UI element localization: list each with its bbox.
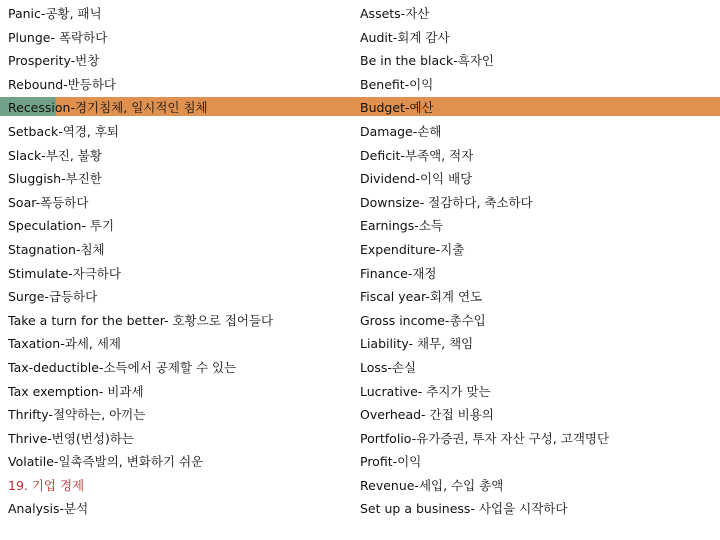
right-term-row: Portfolio-유가증권, 투자 자산 구성, 고객명단: [360, 430, 610, 446]
left-term-row: Thrive-번영(번성)하는: [8, 430, 134, 446]
right-term-row: Expenditure-지출: [360, 241, 465, 257]
left-term-row: Setback-역경, 후퇴: [8, 123, 119, 139]
right-term-row: Deficit-부족액, 적자: [360, 147, 474, 163]
right-term-row: Audit-회계 감사: [360, 29, 450, 45]
left-term-row: Plunge- 폭락하다: [8, 29, 108, 45]
left-term-row: Taxation-과세, 세제: [8, 336, 121, 352]
right-term-row: Downsize- 절감하다, 축소하다: [360, 194, 533, 210]
right-term-row: Budget-예산: [360, 100, 434, 116]
right-term-row: Be in the black-흑자인: [360, 53, 495, 69]
right-term-column: [360, 2, 718, 521]
left-term-row: Prosperity-번창: [8, 53, 100, 69]
left-term-row: Volatile-일촉즉발의, 변화하기 쉬운: [8, 454, 204, 470]
left-term-row: Tax-deductible-소득에서 공제할 수 있는: [8, 359, 237, 375]
right-term-row: Damage-손해: [360, 123, 442, 139]
right-term-row: Fiscal year-회계 연도: [360, 289, 483, 305]
right-term-row: Liability- 채무, 책임: [360, 336, 474, 352]
left-term-row: Panic-공황, 패닉: [8, 6, 102, 21]
left-term-row: Take a turn for the better- 호황으로 접어들다: [8, 312, 274, 328]
right-term-row: Finance-재정: [360, 265, 437, 281]
left-term-column: [8, 2, 353, 521]
right-term-row: Profit-이익: [360, 454, 422, 470]
right-term-row: Dividend-이익 배당: [360, 171, 473, 187]
right-term-row: Assets-자산: [360, 6, 430, 21]
left-term-row: Speculation- 투기: [8, 218, 115, 234]
left-term-row: Stagnation-침체: [8, 241, 105, 257]
left-term-row: Rebound-반등하다: [8, 76, 116, 92]
left-term-row: Slack-부진, 불황: [8, 147, 102, 163]
left-term-row: Analysis-분석: [8, 501, 89, 517]
left-term-row: Thrifty-절약하는, 아끼는: [8, 407, 146, 423]
right-term-row: Benefit-이익: [360, 76, 434, 92]
left-term-row: Surge-급등하다: [8, 289, 98, 305]
right-term-row: Earnings-소득: [360, 218, 443, 234]
right-term-row: Lucrative- 추지가 맞는: [360, 383, 491, 399]
right-term-row: Revenue-세입, 수입 총액: [360, 477, 504, 493]
left-term-row: Sluggish-부진한: [8, 171, 102, 187]
right-term-row: Gross income-총수입: [360, 312, 486, 328]
left-term-row: Soar-폭등하다: [8, 194, 89, 210]
section-heading: 19. 기업 경제: [8, 477, 85, 493]
right-term-row: Overhead- 간접 비용의: [360, 407, 494, 423]
left-term-row: Stimulate-자극하다: [8, 265, 121, 281]
left-term-row: Tax exemption- 비과세: [8, 383, 144, 399]
left-term-row: Recession-경기침체, 일시적인 침체: [8, 100, 208, 116]
right-term-row: Set up a business- 사업을 시작하다: [360, 501, 568, 517]
right-term-row: Loss-손실: [360, 359, 417, 375]
